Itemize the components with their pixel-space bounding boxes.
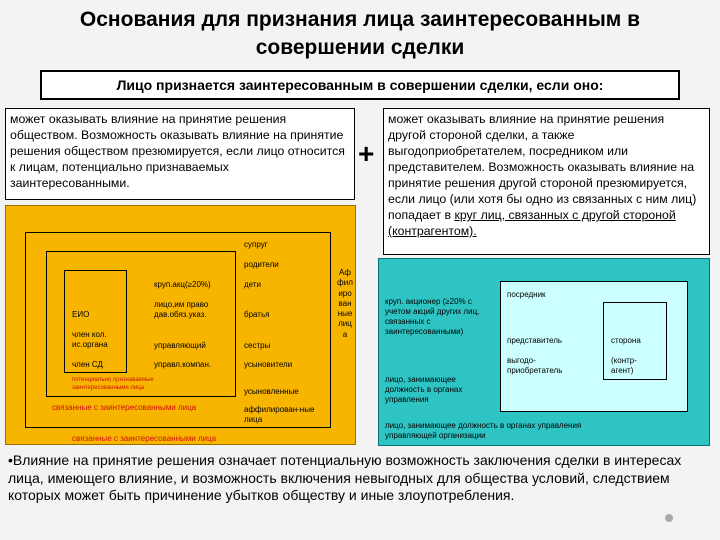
manager: управляющий: [154, 341, 206, 350]
vertical-text: Аффилированные лица: [337, 268, 353, 339]
children: дети: [244, 280, 261, 289]
beneficiary: выгодо-приобретатель: [507, 356, 563, 375]
mgmt-org-officer: лицо, занимающее должность в органах управления управляющей организации: [385, 421, 582, 440]
related-circle-link[interactable]: круг лиц, связанных с другой стороной (контрагентом).: [388, 208, 676, 238]
intermediary: посредник: [507, 290, 546, 299]
interested-persons-diagram: [5, 205, 356, 445]
intermediary-box: [500, 281, 688, 412]
page-title: Основания для признания лица заинтересованным в совершении сделки: [79, 8, 641, 59]
plus-sign: +: [358, 138, 375, 169]
affiliated-vertical-label: [337, 268, 353, 340]
influence-company-box: может оказывать влияние на принятие решения обществом. Возможность оказывать влияние на принятие решения обществом презюмируется, если лицо относится к лицам, потенциально признаваемых заинтересованными.: [5, 108, 355, 200]
related-outer-label: связанные с заинтересованными лица: [72, 434, 217, 443]
counterparty-diagram: [378, 258, 710, 446]
inner-rect: [64, 270, 127, 373]
eio: ЕИО: [72, 310, 90, 319]
right-text: может оказывать влияние на принятие решения другой стороной сделки, а также выгодоприобретателем, посредником или представителем. Возможность оказывать влияние на принятие решения другой стороной презюмируется, если лицо (или хотя бы одно из связанных с ним лиц) попадает в: [388, 112, 697, 222]
adopters: усыновители: [244, 360, 293, 369]
party: сторона: [611, 336, 641, 345]
sisters: сестры: [244, 341, 271, 350]
adopted: усыновленные: [244, 387, 299, 396]
board-member: член кол. ис.органа: [72, 330, 108, 349]
mgmt-company: управл.компан.: [154, 360, 212, 369]
affiliated: аффилирован-ные лица: [244, 405, 315, 424]
potential-label: потенциально признаваемые заинтересованными лица: [72, 377, 154, 391]
related-inner-label: связанные с заинтересованными лица: [52, 403, 197, 412]
shareholder: круп. акционер (≥20% с учетом акций других лиц, связанных с заинтересованными): [385, 297, 480, 336]
influence-counterparty-box: [383, 108, 710, 255]
slide-dot-icon: [665, 514, 673, 522]
sd-member: член СД: [72, 360, 103, 369]
influence-note: •Влияние на принятие решения означает потенциальную возможность заключения сделки в интересах лица, имеющего влияние, и возможность включения невыгодных для общества условий, следствием которых может быть причинение убытков обществу и иные злоупотребления.: [8, 452, 682, 503]
brothers: братья: [244, 310, 270, 319]
representative: представитель: [507, 336, 563, 345]
major-shareholder: круп.акц(≥20%): [154, 280, 211, 289]
parents: родители: [244, 260, 279, 269]
officer: лицо, занимающее должность в органах управления: [385, 375, 463, 404]
counterparty: (контр-агент): [611, 356, 637, 375]
directive-person: лицо,им право дав.обяз.указ.: [154, 300, 209, 319]
lead-box: Лицо признается заинтересованным в совершении сделки, если оно:: [40, 70, 680, 100]
spouse: супруг: [244, 240, 268, 249]
party-box: [603, 302, 667, 380]
